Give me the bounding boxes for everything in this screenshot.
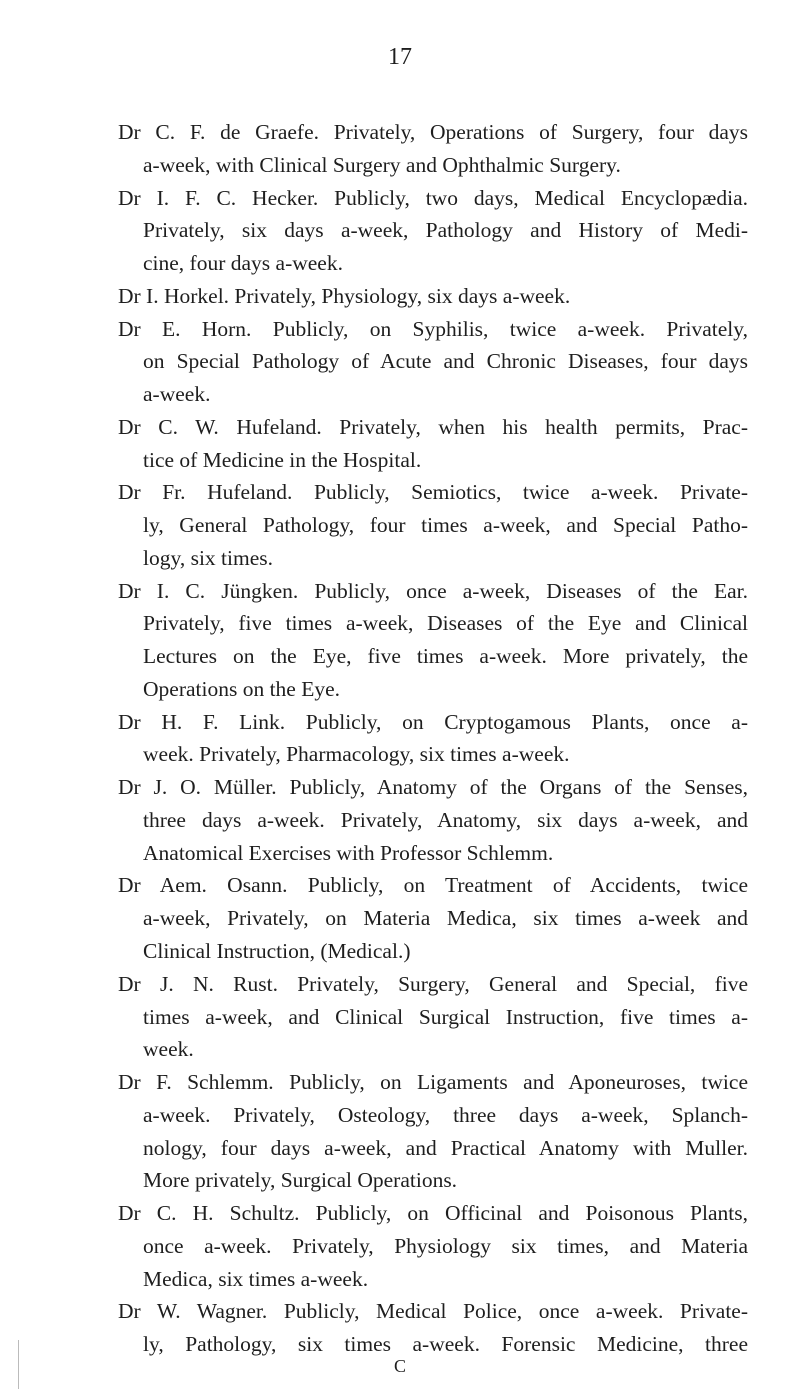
text-line: Medica, six times a-week. (143, 1266, 369, 1291)
page-edge (18, 1340, 19, 1389)
text-line: week. (143, 1037, 194, 1062)
text-line: times a-week, and Clinical Surgical Instruction, five times a- (143, 1004, 748, 1029)
text-line: logy, six times. (143, 545, 273, 570)
text-line: Dr C. F. de Graefe. Privately, Operations of Surgery, four days (118, 120, 748, 144)
text-line: week. Privately, Pharmacology, six times a-week. (143, 742, 570, 767)
text-line: a-week, with Clinical Surgery and Ophthalmic Surgery. (143, 152, 621, 177)
text-line: Dr I. C. Jüngken. Publicly, once a-week, Diseases of the Ear. (118, 578, 748, 603)
text-line: Privately, five times a-week, Diseases of the Eye and Clinical (143, 611, 748, 636)
text-line: Clinical Instruction, (Medical.) (143, 939, 411, 963)
text-line: ly, General Pathology, four times a-week, and Special Patho- (143, 513, 748, 538)
text-line: Dr Aem. Osann. Publicly, on Treatment of Accidents, twice (118, 873, 748, 898)
text-line: a-week. (143, 382, 211, 407)
text-line: Dr J. O. Müller. Publicly, Anatomy of the Organs of the Senses, (118, 775, 748, 800)
text-line: Privately, six days a-week, Pathology and History of Medi- (143, 218, 748, 243)
text-line: a-week, Privately, on Materia Medica, six times a-week and (143, 906, 748, 931)
text-line: once a-week. Privately, Physiology six times, and Materia (143, 1233, 748, 1258)
text-line: cine, four days a-week. (143, 251, 343, 276)
text-line: Dr H. F. Link. Publicly, on Cryptogamous Plants, once a- (118, 709, 748, 734)
text-line: Dr C. H. Schultz. Publicly, on Officinal and Poisonous Plants, (118, 1201, 748, 1226)
text-line: nology, four days a-week, and Practical Anatomy with Muller. (143, 1135, 748, 1160)
text-line: Dr I. Horkel. Privately, Physiology, six days a-week. (118, 283, 571, 308)
text-line: Dr W. Wagner. Publicly, Medical Police, once a-week. Private- (118, 1299, 748, 1324)
text-line: Anatomical Exercises with Professor Schlemm. (143, 840, 554, 865)
text-line: Dr I. F. C. Hecker. Publicly, two days, Medical Encyclopædia. (118, 185, 748, 210)
text-line: More privately, Surgical Operations. (143, 1168, 458, 1193)
text-line: Dr E. Horn. Publicly, on Syphilis, twice a-week. Privately, (118, 316, 748, 341)
text-line: a-week. Privately, Osteology, three days a-week, Splanch- (143, 1102, 748, 1127)
text-line: three days a-week. Privately, Anatomy, six days a-week, and (143, 807, 748, 832)
text-line: Dr C. W. Hufeland. Privately, when his health permits, Prac- (118, 414, 748, 439)
text-line: Operations on the Eye. (143, 676, 341, 701)
text-line: on Special Pathology of Acute and Chronic Diseases, four days (143, 349, 748, 374)
text-line: Lectures on the Eye, five times a-week. More privately, the (143, 644, 748, 669)
text-line: Dr Fr. Hufeland. Publicly, Semiotics, twice a-week. Private- (118, 480, 748, 505)
text-line: tice of Medicine in the Hospital. (143, 447, 422, 472)
signature-mark: C (393, 1356, 406, 1376)
text-line: ly, Pathology, six times a-week. Forensic Medicine, three (143, 1332, 748, 1357)
text-line: Dr J. N. Rust. Privately, Surgery, General and Special, five (118, 971, 748, 996)
page-number: 17 (388, 44, 412, 70)
text-line: Dr F. Schlemm. Publicly, on Ligaments and Aponeuroses, twice (118, 1070, 748, 1095)
